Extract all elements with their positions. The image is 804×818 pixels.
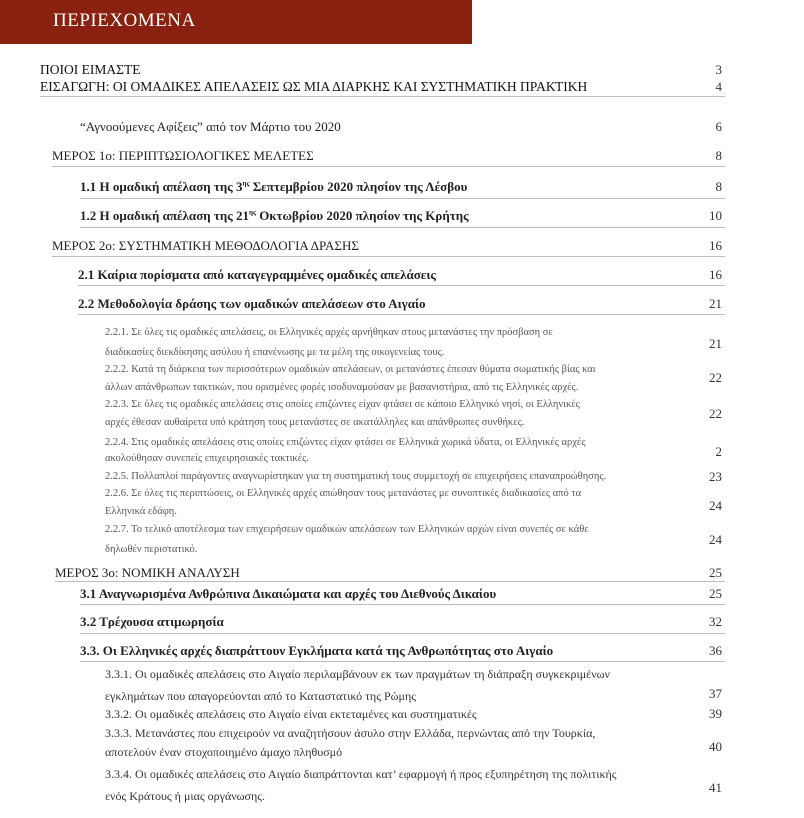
- toc-entry-line-1: 3.3.3. Μετανάστες που επιχειρούν να αναζητήσουν άσυλο στην Ελλάδα, περνώντας από την Τουρκία,: [105, 726, 596, 740]
- toc-entry-line-2: άλλων απάνθρωπων τακτικών, που ορισμένες φορές ισοδυναμούσαν με βασανιστήρια, από τις Ελληνικές αρχές.: [105, 382, 579, 393]
- divider: [80, 633, 725, 634]
- divider: [52, 256, 725, 257]
- toc-page-number: 10: [709, 208, 722, 223]
- toc-entry-line-2: αποτελούν έναν στοχοποιημένο άμαχο πληθυσμό: [105, 745, 343, 759]
- ordinal-suffix: ης: [242, 179, 250, 188]
- toc-page-number: 22: [709, 406, 722, 421]
- toc-page-number: 25: [709, 586, 722, 601]
- toc-page-number: 22: [709, 370, 722, 385]
- toc-page-number: 16: [709, 267, 722, 282]
- toc-entry-line-2: εγκλημάτων που απαγορεύονται από το Καταστατικό της Ρώμης: [105, 689, 416, 703]
- toc-entry-label: 3.3.2. Οι ομαδικές απελάσεις στο Αιγαίο είναι εκτεταμένες και συστηματικές: [105, 707, 477, 721]
- toc-entry-line-1: 2.2.2. Κατά τη διάρκεια των περισσότερων ομαδικών απελάσεων, οι μετανάστες έπεσαν θύματα σωματικής βίας και: [105, 364, 596, 375]
- toc-page-number: 8: [715, 179, 722, 194]
- divider: [80, 604, 725, 605]
- toc-entry-line-2: δηλωθέν περιστατικό.: [105, 544, 198, 555]
- toc-entry-line-1: 2.2.7. Το τελικό αποτέλεσμα των επιχειρήσεων ομαδικών απελάσεων των Ελληνικών αρχών είναι συνεπές σε κάθε: [105, 524, 589, 535]
- toc-entry-label: 2.1 Καίρια πορίσματα από καταγεγραμμένες ομαδικές απελάσεις: [78, 267, 436, 282]
- toc-entry-text-pre: 1.1 Η ομαδική απέλαση της 3: [80, 179, 243, 194]
- toc-entry-line-1: 3.3.4. Οι ομαδικές απελάσεις στο Αιγαίο διαπράττονται κατ’ εφαρμογή ή προς εξυπηρέτηση της πολιτικής: [105, 767, 617, 781]
- toc-entry-line-2: διαδικασίες διεκδίκησης ασύλου ή επανένωσης με τα μέλη της οικογενείας τους.: [105, 347, 445, 358]
- divider: [55, 581, 725, 582]
- contents-title: ΠΕΡΙΕΧΟΜΕΝΑ: [53, 10, 196, 31]
- toc-page-number: 21: [709, 336, 722, 351]
- toc-entry-line-1: 2.2.6. Σε όλες τις περιπτώσεις, οι Ελληνικές αρχές απώθησαν τους μετανάστες με συνοπτικές διαδικασίες από τα: [105, 488, 582, 499]
- divider: [80, 198, 725, 199]
- toc-entry-label: 2.2.5. Πολλαπλοί παράγοντες αναγνωρίστηκαν για τη συστηματική τους συμμετοχή σε επιχειρήσεις επαναπροώθησης.: [105, 471, 607, 482]
- toc-page-number: 23: [709, 469, 722, 484]
- toc-entry-label: 3.1 Αναγνωρισμένα Ανθρώπινα Δικαιώματα και αρχές του Διεθνούς Δικαίου: [80, 586, 497, 601]
- toc-entry-line-1: 2.2.4. Στις ομαδικές απελάσεις στις οποίες επιζώντες είχαν φτάσει σε Ελληνικά χωρικά ύδατα, οι Ελληνικές αρχές: [105, 437, 586, 448]
- toc-page-number: 21: [709, 296, 722, 311]
- toc-page-number: 16: [709, 238, 722, 253]
- toc-entry-line-2: Ελληνικά εδάφη.: [105, 506, 177, 517]
- toc-page-number: 37: [709, 686, 722, 701]
- toc-entry-label: 3.2 Τρέχουσα ατιμωρησία: [80, 614, 224, 629]
- toc-entry-line-2: ενός Κράτους ή μιας οργάνωσης.: [105, 789, 266, 803]
- toc-page-number: 4: [715, 79, 722, 94]
- toc-page-number: 2: [715, 444, 722, 459]
- toc-entry-label: ΜΕΡΟΣ 1ο: ΠΕΡΙΠΤΩΣΙΟΛΟΓΙΚΕΣ ΜΕΛΕΤΕΣ: [52, 148, 314, 163]
- divider: [80, 227, 725, 228]
- toc-entry-line-2: ακολούθησαν συνεπείς επιχειρησιακές τακτικές.: [105, 453, 309, 464]
- toc-page-number: 6: [715, 119, 722, 134]
- toc-page-number: 32: [709, 614, 722, 629]
- toc-entry-text-pre: 1.2 Η ομαδική απέλαση της 21: [80, 208, 249, 223]
- toc-entry-label: 2.2 Μεθοδολογία δράσης των ομαδικών απελάσεων στο Αιγαίο: [78, 296, 426, 311]
- toc-entry-label: ΠΟΙΟΙ ΕΙΜΑΣΤΕ: [40, 62, 141, 77]
- toc-entry-label: [80, 208, 469, 224]
- toc-entry-line-1: 3.3.1. Οι ομαδικές απελάσεις στο Αιγαίο περιλαμβάνουν εκ των πραγμάτων τη διάπραξη συγκεκριμένων: [105, 667, 610, 681]
- toc-page-number: 24: [709, 498, 722, 513]
- toc-page-number: 36: [709, 643, 722, 658]
- toc-entry-label: 3.3. Οι Ελληνικές αρχές διαπράττουν Εγκλήματα κατά της Ανθρωπότητας στο Αιγαίο: [80, 643, 554, 658]
- toc-page-number: 41: [709, 780, 722, 795]
- toc-entry-text-post: Σεπτεμβρίου 2020 πλησίον της Λέσβου: [249, 179, 468, 194]
- divider: [78, 285, 725, 286]
- toc-page-number: 24: [709, 532, 722, 547]
- toc-entry-text-post: Οκτωβρίου 2020 πλησίον της Κρήτης: [255, 208, 469, 223]
- toc-entry-label: ΜΕΡΟΣ 2ο: ΣΥΣΤΗΜΑΤΙΚΗ ΜΕΘΟΔΟΛΟΓΙΑ ΔΡΑΣΗΣ: [52, 238, 359, 253]
- toc-entry-label: ΜΕΡΟΣ 3ο: ΝΟΜΙΚΗ ΑΝΑΛΥΣΗ: [55, 565, 240, 580]
- toc-entry-label: ΕΙΣΑΓΩΓΗ: ΟΙ ΟΜΑΔΙΚΕΣ ΑΠΕΛΑΣΕΙΣ ΩΣ ΜΙΑ ΔΙΑΡΚΗΣ ΚΑΙ ΣΥΣΤΗΜΑΤΙΚΗ ΠΡΑΚΤΙΚΗ: [40, 79, 588, 94]
- toc-entry-label: [80, 179, 467, 195]
- divider: [52, 166, 725, 167]
- ordinal-suffix: ης: [249, 208, 256, 217]
- toc-entry-label: “Αγνοούμενες Αφίξεις” από τον Μάρτιο του 2020: [80, 119, 341, 134]
- toc-page-number: 25: [709, 565, 722, 580]
- contents-header-banner: [0, 0, 472, 44]
- toc-entry-line-1: 2.2.1. Σε όλες τις ομαδικές απελάσεις, οι Ελληνικές αρχές αρνήθηκαν στους μετανάστες την πρόσβαση σε: [105, 327, 553, 338]
- toc-page-number: 8: [715, 148, 722, 163]
- divider: [80, 661, 725, 662]
- divider: [40, 96, 725, 97]
- toc-page-number: 40: [709, 739, 722, 754]
- toc-entry-line-1: 2.2.3. Σε όλες τις ομαδικές απελάσεις στις οποίες επιζώντες είχαν φτάσει σε κάποιο Ελληνικό νησί, οι Ελληνικές: [105, 399, 580, 410]
- divider: [78, 314, 725, 315]
- toc-entry-line-2: αρχές έθεσαν αυθαίρετα υπό κράτηση τους μετανάστες σε ακατάλληλες και απάνθρωπες συνθήκες.: [105, 417, 525, 428]
- toc-page-number: 39: [709, 706, 722, 721]
- toc-page-number: 3: [715, 62, 722, 77]
